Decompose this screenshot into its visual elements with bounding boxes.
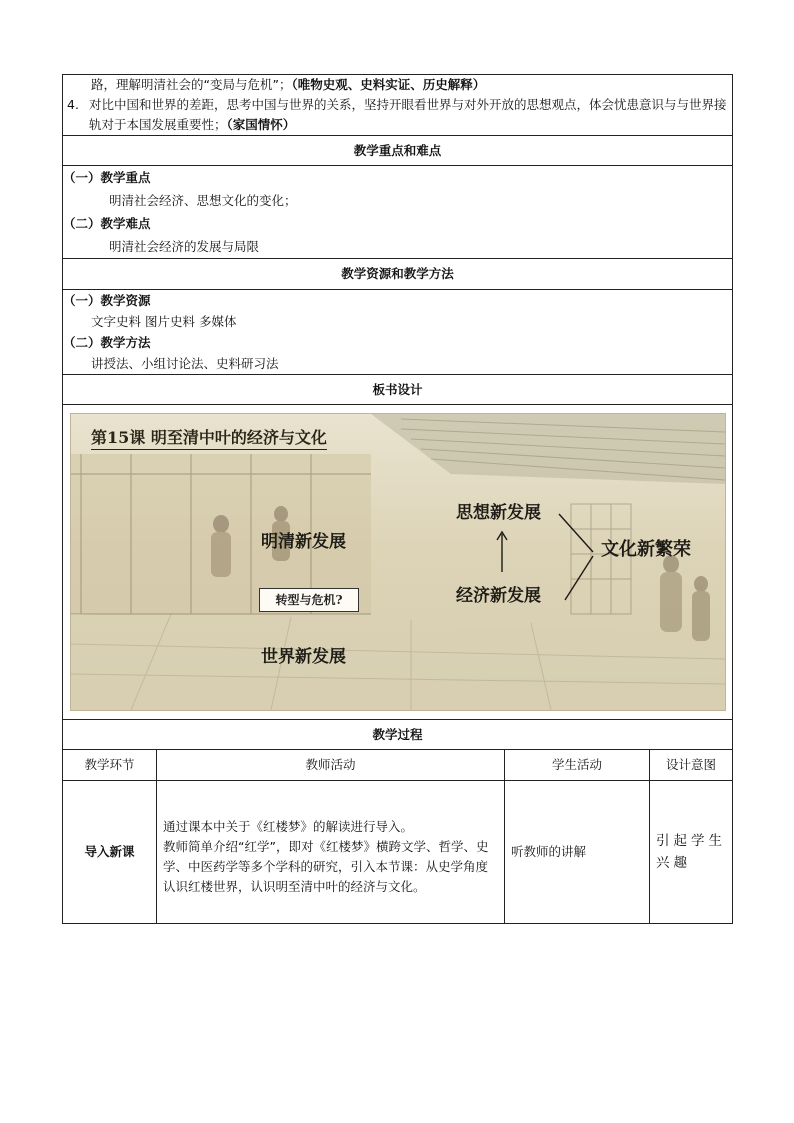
painting-background [71,414,725,710]
student-activity-cell: 听教师的讲解 [505,781,650,924]
difficulty-label: （二）教学难点 [63,216,151,231]
column-student: 学生活动 [505,750,650,781]
resource-text: 文字史料 图片史料 多媒体 [91,314,237,329]
objectives-row [63,75,733,136]
process-header: 教学过程 [63,720,733,750]
transition-box: 转型与危机? [259,588,359,612]
teacher-activity-line-1: 通过课本中关于《红楼梦》的解读进行导入。 [163,819,414,834]
board-design [70,413,726,711]
design-purpose-cell: 引起学生兴趣 [650,781,733,924]
board-header: 板书设计 [63,375,733,405]
key-points-row [63,166,733,259]
objective-4 [63,95,732,135]
column-purpose: 设计意图 [650,750,733,781]
difficulty-text: 明清社会经济的发展与局限 [109,239,260,254]
key-points-header-row [63,136,733,166]
focus-label: （一）教学重点 [63,170,151,185]
method-label: （二）教学方法 [63,335,151,350]
board-header-row [63,375,733,405]
process-header-row [63,720,733,750]
objective-4-text: 对比中国和世界的差距，思考中国与世界的关系，坚持开眼看世界与对外开放的思想观点，体会忧患意识与与世界接轨对于本国发展重要性； [89,97,727,132]
resources-header-row [63,259,733,290]
column-teacher: 教师活动 [157,750,505,781]
culture-prosperity: 文化新繁荣 [601,539,691,560]
stage-cell: 导入新课 [63,781,157,924]
process-columns-row [63,750,733,781]
world-development: 世界新发展 [261,647,346,667]
objective-4-tag: （家国情怀） [226,117,296,132]
objective-3-tag: （唯物史观、史料实证、历史解释） [291,77,486,92]
lesson-plan-table [62,74,733,924]
teacher-activity-line-2: 教师简单介绍“红学”，即对《红楼梦》横跨文学、哲学、史学、中医药学等多个学科的研究，引入本节课：从史学角度认识红楼世界，认识明至清中叶的经济与文化。 [163,839,489,894]
thought-development: 思想新发展 [456,503,541,523]
method-text: 讲授法、小组讨论法、史料研习法 [91,356,279,371]
economy-development: 经济新发展 [456,586,541,606]
resources-header: 教学资源和教学方法 [63,259,733,290]
ming-qing-development: 明清新发展 [261,532,346,552]
teacher-activity-cell [157,781,505,924]
resource-label: （一）教学资源 [63,293,151,308]
board-row [63,405,733,720]
objective-4-number: 4. [67,97,79,112]
table-row [63,781,733,924]
key-points-header: 教学重点和难点 [63,136,733,166]
focus-text: 明清社会经济、思想文化的变化； [109,193,297,208]
lesson-plan-page [62,74,732,924]
board-title: 第15课 明至清中叶的经济与文化 [91,428,327,450]
column-stage: 教学环节 [63,750,157,781]
resources-row [63,290,733,375]
objective-3-tail: 路，理解明清社会的“变局与危机”；（唯物史观、史料实证、历史解释） [91,77,486,92]
